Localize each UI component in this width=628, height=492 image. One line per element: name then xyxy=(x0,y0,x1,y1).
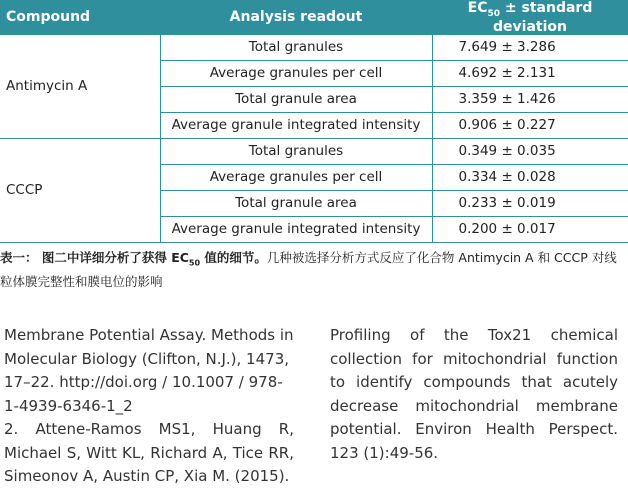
readout-cell: Total granules xyxy=(160,35,432,61)
header-ec-prefix: EC xyxy=(467,0,488,16)
caption-bold-suffix: 值的细节。 xyxy=(200,250,267,265)
header-ec-suffix: ± standard deviation xyxy=(493,0,593,35)
readout-cell: Average granule integrated intensity xyxy=(160,216,432,242)
header-ec-sub: 50 xyxy=(487,8,501,19)
caption-text: 几种被选择分析方式反应了化合物 Antimycin A 和 CCCP 对线粒体膜完整性和膜电位的影响 xyxy=(0,250,617,289)
readout-cell: Total granules xyxy=(160,138,432,164)
ec50-cell: 4.692 ± 2.131 xyxy=(432,60,628,86)
reference-entry: Profiling of the Tox21 chemical collection for mitochondrial function to identify compounds that acutely decrease mitochondrial membrane potential. Environ Health Perspect. 123 (1):49-56. xyxy=(330,326,618,462)
ec50-cell: 0.200 ± 0.017 xyxy=(432,216,628,242)
reference-entry: Membrane Potential Assay. Methods in Molecular Biology (Clifton, N.J.), 1473, 17–22. http://doi.org / 10.1007 / 978-1-4939-6346-1_2 xyxy=(4,326,294,415)
header-compound: Compound xyxy=(0,0,160,35)
reference-entry: 2. Attene-Ramos MS1, Huang R, Michael S, Witt KL, Richard A, Tice RR, Simeonov A, Austin CP, Xia M. (2015). xyxy=(4,420,294,485)
compound-cell: Antimycin A xyxy=(0,35,160,139)
compound-cell: CCCP xyxy=(0,138,160,242)
table-row xyxy=(0,138,628,164)
table-header-row xyxy=(0,0,628,35)
ec50-table xyxy=(0,0,628,243)
ec50-cell: 0.906 ± 0.227 xyxy=(432,112,628,138)
ec50-cell: 3.359 ± 1.426 xyxy=(432,86,628,112)
ec50-cell: 7.649 ± 3.286 xyxy=(432,35,628,61)
references-right-column xyxy=(330,324,618,465)
caption-bold xyxy=(0,250,267,268)
readout-cell: Total granule area xyxy=(160,86,432,112)
readout-cell: Total granule area xyxy=(160,190,432,216)
caption-bold-sub: 50 xyxy=(188,258,201,268)
results-table xyxy=(0,0,628,243)
caption-bold-prefix: 表一： 图二中详细分析了获得 EC xyxy=(0,250,189,265)
readout-cell: Average granules per cell xyxy=(160,164,432,190)
table-row xyxy=(0,35,628,61)
header-ec50 xyxy=(432,0,628,35)
header-readout: Analysis readout xyxy=(160,0,432,35)
ec50-cell: 0.334 ± 0.028 xyxy=(432,164,628,190)
readout-cell: Average granule integrated intensity xyxy=(160,112,432,138)
references-left-column xyxy=(4,324,294,489)
table-caption xyxy=(0,249,628,291)
readout-cell: Average granules per cell xyxy=(160,60,432,86)
ec50-cell: 0.349 ± 0.035 xyxy=(432,138,628,164)
ec50-cell: 0.233 ± 0.019 xyxy=(432,190,628,216)
